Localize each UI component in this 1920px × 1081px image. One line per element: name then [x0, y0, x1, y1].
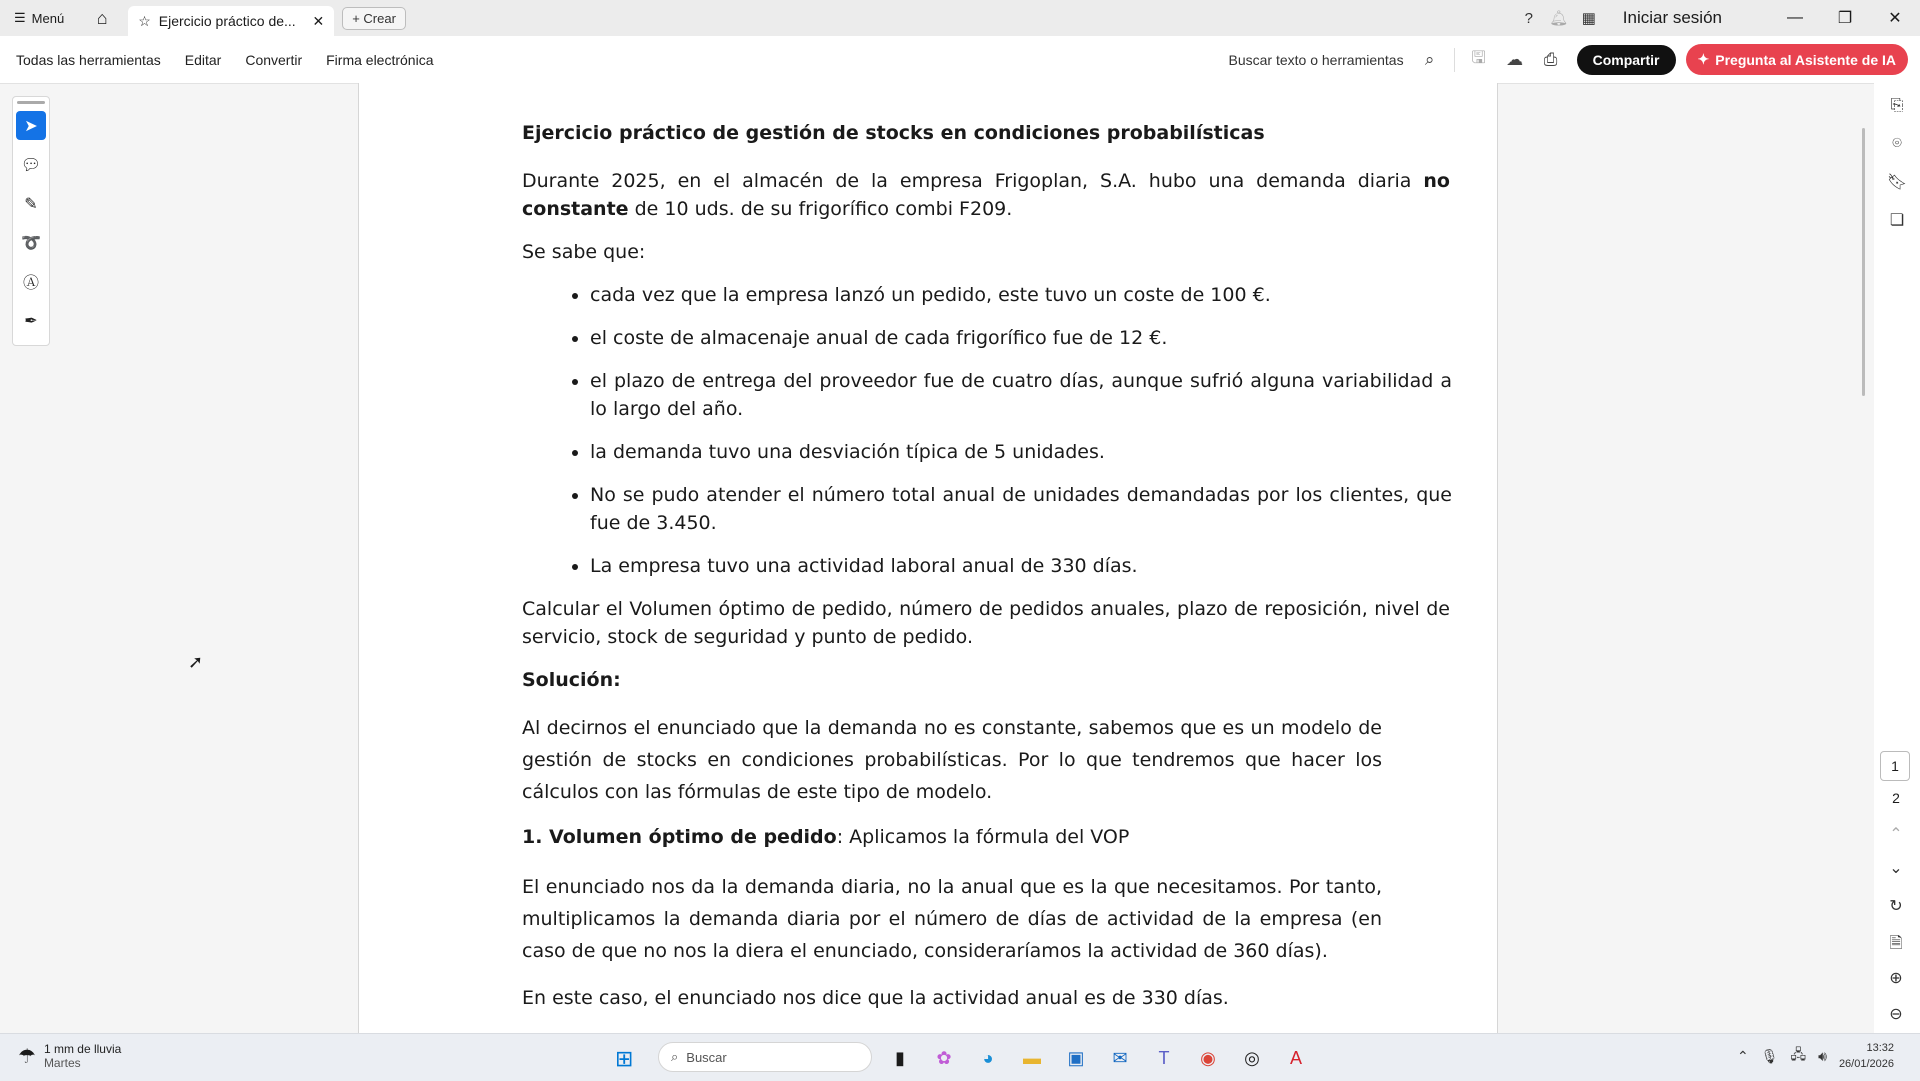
close-tab-icon[interactable]: ✕ [312, 12, 325, 29]
zoom-in-icon[interactable]: ⊕ [1889, 970, 1903, 987]
share-button[interactable]: Compartir [1577, 45, 1676, 75]
create-label: Crear [363, 10, 396, 26]
store-icon[interactable]: ▣ [1067, 1047, 1085, 1068]
acrobat-icon[interactable]: A [1289, 1047, 1302, 1068]
page-fit-icon[interactable]: 🗎︎ [1889, 935, 1903, 952]
edge-icon[interactable]: ◕ [982, 1047, 994, 1068]
close-window-icon[interactable]: ✕ [1888, 10, 1902, 27]
main-toolbar [0, 36, 1920, 84]
clock-time: 13:32 [1866, 1042, 1894, 1054]
intro-bold: no constante [522, 170, 1450, 220]
ai-assistant-button[interactable] [1686, 44, 1908, 75]
volume-icon[interactable]: 🔊︎ [1818, 1047, 1827, 1064]
task-view-icon[interactable]: ▮ [895, 1047, 905, 1068]
task-paragraph: Calcular el Volumen óptimo de pedido, número de pedidos anuales, plazo de reposición, nivel de servicio, stock de seguridad y punto de pedido. [522, 598, 1450, 648]
ai-summary-icon[interactable]: ⎘ [1890, 97, 1904, 114]
known-label: Se sabe que: [522, 241, 646, 263]
print-icon[interactable]: ⎙ [1543, 49, 1558, 69]
document-tab[interactable] [128, 6, 334, 36]
right-panel [1874, 83, 1920, 1033]
chevron-up-icon[interactable]: ⌃ [1889, 826, 1903, 843]
search-tools-label[interactable]: Buscar texto o herramientas [1228, 51, 1404, 68]
clock[interactable] [1839, 1040, 1894, 1072]
annual-demand-paragraph: El enunciado nos da la demanda diaria, no la anual que es la que necesitamos. Por tanto, multiplicamos la demanda diaria por el número de días de actividad de la empresa (en caso de que no nos la diera el enunciado, consideraríamos la actividad de 360 días). [522, 876, 1382, 962]
scrollbar-thumb[interactable] [1862, 128, 1865, 396]
document-page [358, 83, 1498, 1033]
solution-paragraph: Al decirnos el enunciado que la demanda no es constante, sabemos que es un modelo de gestión de stocks en condiciones probabilísticas. Por lo que tendremos que hacer los cálculos con las fórmulas de este tipo de modelo. [522, 717, 1382, 803]
mouse-cursor-icon: ➚ [188, 652, 204, 672]
minimize-icon[interactable]: — [1787, 9, 1803, 26]
file-explorer-icon[interactable]: ▬ [1023, 1047, 1041, 1068]
help-icon[interactable]: ? [1524, 9, 1533, 27]
intro-text-b: de 10 uds. de su frigorífico combi F209. [634, 198, 1013, 220]
copilot-icon[interactable]: ✿ [936, 1047, 952, 1068]
menu-all-tools[interactable]: Todas las herramientas [16, 51, 161, 68]
list-item: • el plazo de entrega del proveedor fue de cuatro días, aunque sufrió alguna variabilidad a lo largo del año. [590, 367, 1452, 423]
weather-text: 1 mm de lluvia [43, 1042, 122, 1056]
rain-cloud-icon: ☂ [18, 1045, 36, 1068]
microphone-icon[interactable]: 🎙︎ [1760, 1047, 1779, 1064]
taskbar-search-placeholder: Buscar [686, 1049, 727, 1065]
ai-assistant-label: Pregunta al Asistente de IA [1715, 51, 1896, 68]
drag-handle[interactable] [17, 101, 45, 104]
menu-convert[interactable]: Convertir [245, 51, 303, 68]
chrome-icon[interactable]: ◉ [1200, 1047, 1216, 1068]
plus-icon: + [352, 10, 360, 26]
taskbar-search[interactable] [658, 1042, 872, 1072]
toolbar-right [1229, 36, 1908, 83]
menu-e-sign[interactable]: Firma electrónica [326, 51, 434, 68]
document-content [522, 119, 1450, 1014]
data-list [522, 281, 1452, 580]
bookmarks-icon[interactable]: 🔖︎ [1886, 174, 1908, 191]
signin-button[interactable]: Iniciar sesión [1622, 8, 1722, 27]
copy-pages-icon[interactable]: ❏ [1889, 212, 1905, 229]
ai-chat-icon: ✦ [1697, 51, 1710, 67]
title-bar-right [1511, 0, 1920, 36]
save-icon[interactable]: 🖫︎ [1471, 48, 1486, 67]
obs-icon[interactable]: ◎ [1244, 1047, 1260, 1068]
select-pointer-icon[interactable]: ➤ [16, 111, 46, 140]
comment-icon[interactable]: 💬︎ [20, 156, 42, 174]
chevron-up-icon[interactable]: ⌃ [1736, 1047, 1749, 1064]
step1-rest: : Aplicamos la fórmula del VOP [836, 826, 1130, 848]
menu-button[interactable] [14, 10, 64, 26]
windows-start-icon[interactable]: ⊞ [615, 1046, 634, 1071]
home-icon[interactable]: ⌂ [96, 7, 108, 28]
list-item: • La empresa tuvo una actividad laboral anual de 330 días. [590, 552, 1452, 580]
system-tray [1737, 1040, 1894, 1072]
create-button[interactable] [342, 7, 406, 30]
list-item: • el coste de almacenaje anual de cada frigorífico fue de 12 €. [590, 324, 1452, 352]
intro-paragraph [522, 167, 1450, 223]
document-title: Ejercicio práctico de gestión de stocks en condiciones probabilísticas [522, 122, 1265, 144]
list-item: • No se pudo atender el número total anual de unidades demandadas por los clientes, que fue de 3.450. [590, 481, 1452, 537]
taskbar-apps [882, 1042, 1314, 1074]
step1-heading [522, 823, 1450, 851]
search-icon[interactable]: ⌕ [1424, 49, 1435, 69]
step1-bold: 1. Volumen óptimo de pedido [522, 826, 837, 848]
menu-label: Menú [31, 10, 65, 26]
star-icon[interactable]: ☆ [138, 12, 151, 29]
title-bar [0, 0, 1920, 36]
refresh-icon[interactable]: ↻ [1889, 898, 1903, 915]
list-item: • la demanda tuvo una desviación típica de 5 unidades. [590, 438, 1452, 466]
page-thumb-next[interactable]: 2 [1892, 790, 1900, 806]
left-tool-rail [12, 96, 50, 346]
upload-cloud-icon[interactable]: ☁ [1506, 49, 1524, 69]
apps-grid-icon[interactable]: ▦ [1581, 10, 1596, 27]
intro-text-a: Durante 2025, en el almacén de la empresa Frigoplan, S.A. hubo una demanda diaria [522, 170, 1412, 192]
teams-icon[interactable]: T [1158, 1047, 1170, 1068]
outlook-icon[interactable]: ✉ [1112, 1047, 1128, 1068]
page-thumb-current[interactable]: 1 [1880, 751, 1910, 781]
zoom-out-icon[interactable]: ⊖ [1889, 1006, 1903, 1023]
list-item: • cada vez que la empresa lanzó un pedido, este tuvo un coste de 100 €. [590, 281, 1452, 309]
divider [1454, 48, 1455, 72]
activity-paragraph: En este caso, el enunciado nos dice que la actividad anual es de 330 días. [522, 987, 1229, 1009]
comments-panel-icon[interactable]: ⌾ [1892, 135, 1902, 152]
bell-icon[interactable]: 🔔︎ [1549, 10, 1569, 27]
network-icon[interactable]: 🖧︎ [1790, 1046, 1807, 1062]
tab-title: Ejercicio práctico de... [158, 13, 296, 29]
taskbar [0, 1033, 1920, 1081]
highlighter-icon[interactable]: ✎ [24, 195, 38, 213]
hamburger-icon: ☰ [14, 10, 26, 25]
chevron-down-icon[interactable]: ⌄ [1889, 860, 1903, 877]
text-select-icon[interactable]: Ⓐ [22, 275, 39, 292]
weather-day: Martes [43, 1056, 81, 1070]
search-icon: ⌕ [671, 1049, 679, 1064]
sign-icon[interactable]: ✒ [24, 312, 38, 330]
restore-icon[interactable]: ❐ [1837, 10, 1853, 27]
solution-heading: Solución: [522, 669, 621, 691]
weather-widget[interactable] [18, 1042, 121, 1070]
lasso-icon[interactable]: ➰ [21, 234, 41, 252]
clock-date: 26/01/2026 [1838, 1058, 1894, 1070]
menu-edit[interactable]: Editar [184, 51, 222, 68]
